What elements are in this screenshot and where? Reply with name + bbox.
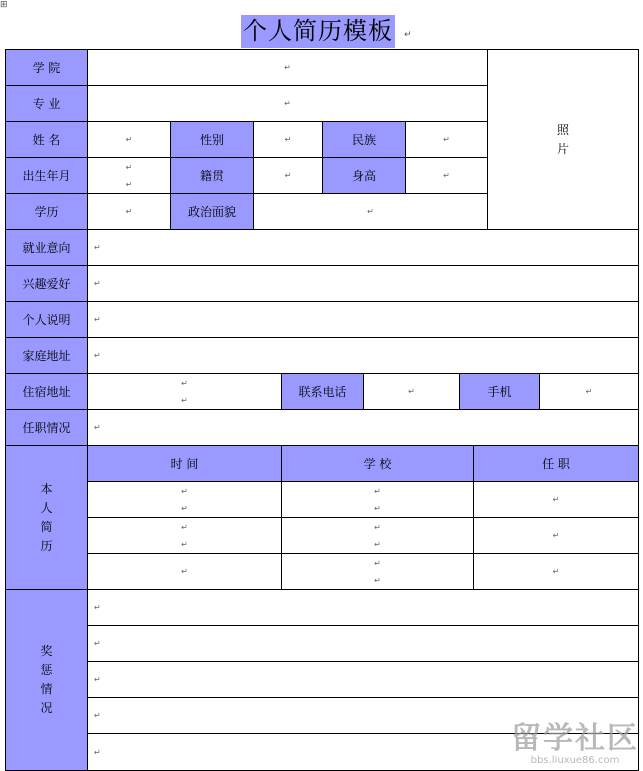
label-home-address: 家庭地址 [5,337,88,374]
watermark-brand: 留学社区 [511,721,639,756]
paragraph-mark: ↵ [125,179,133,189]
paragraph-mark: ↵ [404,30,412,40]
paragraph-mark: ↵ [181,395,188,405]
resume-time-3[interactable]: ↵ [87,553,282,590]
resume-header-role: 任 职 [473,445,639,482]
paragraph-mark: ↵ [181,522,188,532]
label-hobbies: 兴趣爱好 [5,265,88,302]
field-native-place[interactable]: ↵ [253,157,323,194]
rewards-char: 情 [40,682,53,696]
field-college[interactable]: ↵ [87,49,488,86]
photo-label-1: 照 [556,122,569,137]
rewards-line-2[interactable]: ↵ [87,625,639,662]
field-major[interactable]: ↵ [87,85,488,122]
resume-char: 本 [40,481,53,496]
rewards-char: 奖 [40,644,53,658]
resume-school-2[interactable] [281,517,474,554]
resume-header-school: 学 校 [281,445,474,482]
paragraph-mark: ↵ [181,486,188,496]
page-title: 个人简历模板 [241,15,395,48]
resume-school-1[interactable] [281,481,474,518]
field-positions[interactable]: ↵ [87,409,639,446]
label-mobile: 手机 [459,373,540,410]
paragraph-mark: ↵ [374,539,381,549]
label-resume [5,445,88,590]
field-political[interactable]: ↵ [253,193,488,230]
table-handle-icon: ⊞ [0,0,8,10]
resume-char: 简 [40,519,53,534]
watermark [511,723,639,767]
label-education: 学历 [5,193,88,230]
paragraph-mark: ↵ [374,503,381,513]
rewards-char: 况 [40,701,53,715]
field-birth[interactable] [87,157,171,194]
field-job-intent[interactable]: ↵ [87,229,639,266]
resume-time-1[interactable] [87,481,282,518]
label-contact-phone: 联系电话 [281,373,364,410]
resume-role-1[interactable]: ↵ [473,481,639,518]
resume-char: 历 [40,538,53,553]
watermark-url: bbs.liuxue86.com [530,755,620,766]
paragraph-mark: ↵ [374,558,381,568]
label-native-place: 籍贯 [170,157,254,194]
field-ethnicity[interactable]: ↵ [405,121,488,158]
label-residence: 住宿地址 [5,373,88,410]
paragraph-mark: ↵ [181,378,188,388]
resume-role-3[interactable]: ↵ [473,553,639,590]
label-height: 身高 [322,157,406,194]
paragraph-mark: ↵ [374,575,381,585]
rewards-line-5[interactable]: ↵ [87,733,639,771]
field-education[interactable]: ↵ [87,193,171,230]
photo-box[interactable] [487,49,639,230]
rewards-line-1[interactable]: ↵ [87,589,639,626]
label-ethnicity: 民族 [322,121,406,158]
field-self-intro[interactable]: ↵ [87,301,639,338]
rewards-line-3[interactable]: ↵ [87,661,639,698]
photo-label-2: 片 [556,141,569,156]
resume-role-2[interactable]: ↵ [473,517,639,554]
field-hobbies[interactable]: ↵ [87,265,639,302]
resume-time-2[interactable] [87,517,282,554]
label-college: 学 院 [5,49,88,86]
label-rewards [5,589,88,771]
field-name[interactable]: ↵ [87,121,171,158]
field-mobile[interactable]: ↵ [539,373,639,410]
paragraph-mark: ↵ [374,522,381,532]
label-gender: 性别 [170,121,254,158]
label-political: 政治面貌 [170,193,254,230]
resume-header-time: 时 间 [87,445,282,482]
field-height[interactable]: ↵ [405,157,488,194]
label-positions: 任职情况 [5,409,88,446]
label-job-intent: 就业意向 [5,229,88,266]
resume-char: 人 [40,500,53,515]
field-home-address[interactable]: ↵ [87,337,639,374]
label-name: 姓 名 [5,121,88,158]
field-contact-phone[interactable]: ↵ [363,373,460,410]
label-major: 专 业 [5,85,88,122]
resume-school-3[interactable] [281,553,474,590]
paragraph-mark: ↵ [181,539,188,549]
field-gender[interactable]: ↵ [253,121,323,158]
field-residence[interactable] [87,373,282,410]
paragraph-mark: ↵ [374,486,381,496]
label-birth: 出生年月 [5,157,88,194]
rewards-char: 惩 [40,663,53,677]
rewards-line-4[interactable]: ↵ [87,697,639,734]
paragraph-mark: ↵ [181,503,188,513]
paragraph-mark: ↵ [125,162,133,172]
label-self-intro: 个人说明 [5,301,88,338]
